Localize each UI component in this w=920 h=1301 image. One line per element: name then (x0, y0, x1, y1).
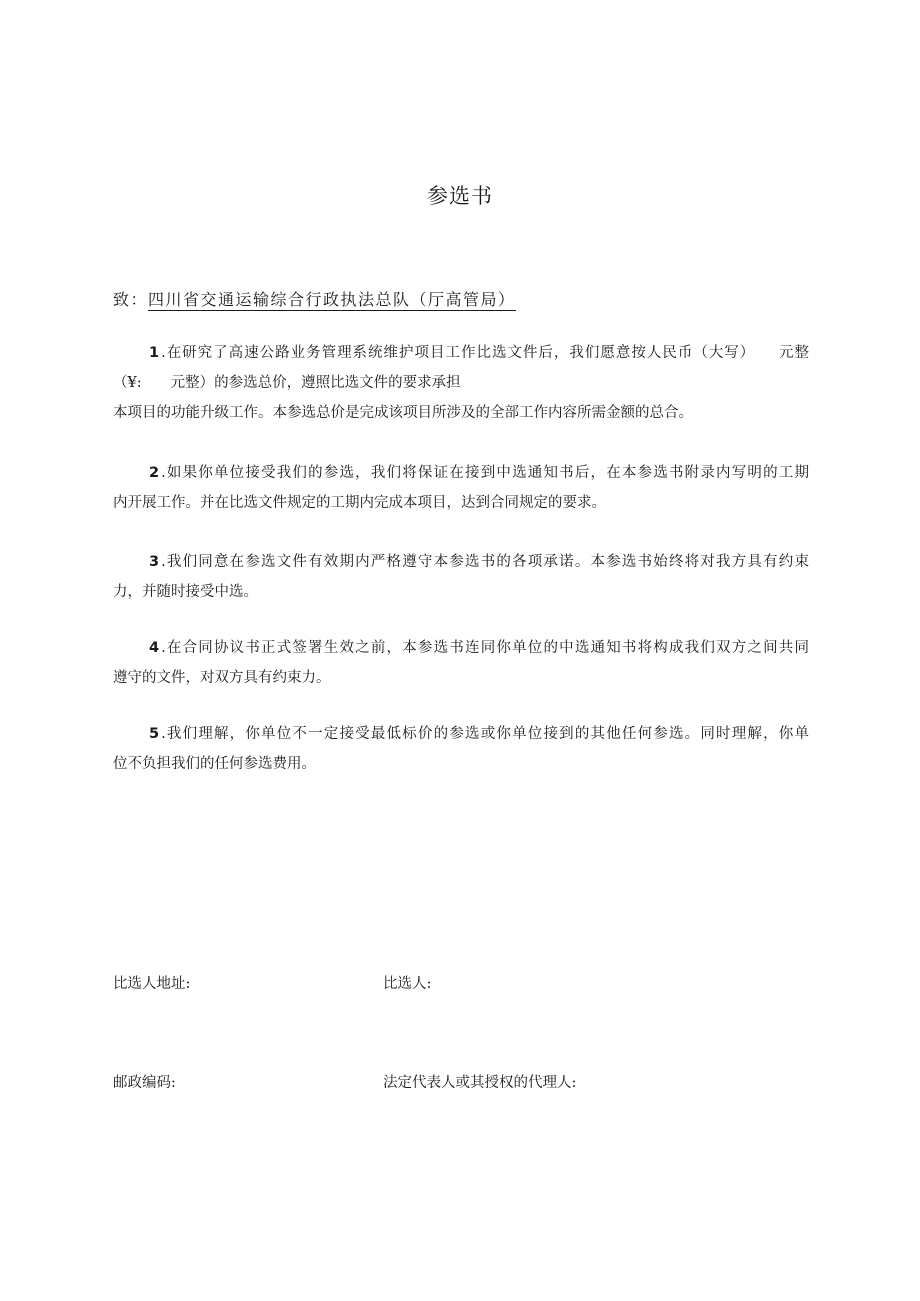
paragraph-5-line-1 (113, 719, 809, 749)
addressee-prefix: 致： (113, 290, 149, 309)
paragraph-1-line-3: 本项目的功能升级工作。本参选总价是完成该项目所涉及的全部工作内容所需金额的总合。 (113, 405, 693, 421)
paragraph-text: .在研究了高速公路业务管理系统维护项目工作比选文件后，我们愿意按人民币（大写） 元整 (161, 345, 809, 361)
paragraph-number: 2 (149, 465, 160, 481)
paragraph-text: .如果你单位接受我们的参选，我们将保证在接到中选通知书后，在本参选书附录内写明的工期 (161, 465, 809, 481)
paragraph-number: 5 (149, 726, 160, 742)
paragraph-4-line-2: 遵守的文件，对双方具有约束力。 (113, 670, 331, 686)
addressee-organization: 四川省交通运输综合行政执法总队（厅高管局） (148, 290, 516, 309)
bidder-label: 比选人: (383, 976, 432, 992)
paragraph-text: .在合同协议书正式签署生效之前，本参选书连同你单位的中选通知书将构成我们双方之间共同 (161, 640, 809, 656)
paragraph-2-line-2: 内开展工作。并在比选文件规定的工期内完成本项目，达到合同规定的要求。 (113, 495, 606, 511)
paragraph-text: .我们理解，你单位不一定接受最低标价的参选或你单位接到的其他任何参选。同时理解，你单 (161, 726, 809, 742)
postal-code-label: 邮政编码: (113, 1075, 176, 1091)
paragraph-number: 1 (149, 345, 160, 361)
document-title: 参选书 (427, 184, 493, 208)
paragraph-text: .我们同意在参选文件有效期内严格遵守本参选书的各项承诺。本参选书始终将对我方具有约束 (161, 554, 809, 570)
paragraph-1-line-2: （¥: 元整）的参选总价，遵照比选文件的要求承担 (113, 375, 461, 391)
paragraph-2-line-1 (113, 458, 809, 488)
paragraph-4 (113, 633, 809, 693)
paragraph-3 (113, 547, 809, 607)
paragraph-4-line-1 (113, 633, 809, 663)
bidder-address-label: 比选人地址: (113, 976, 191, 992)
addressee-line (113, 287, 516, 310)
paragraph-5-line-2: 位不负担我们的任何参选费用。 (113, 756, 316, 772)
paragraph-2 (113, 458, 809, 518)
legal-representative-label: 法定代表人或其授权的代理人: (383, 1075, 577, 1091)
paragraph-number: 4 (149, 640, 160, 656)
paragraph-3-line-2: 力，并随时接受中选。 (113, 584, 258, 600)
paragraph-1-line-1 (113, 338, 809, 368)
paragraph-1 (113, 338, 809, 428)
paragraph-3-line-1 (113, 547, 809, 577)
paragraph-5 (113, 719, 809, 779)
paragraph-number: 3 (149, 554, 160, 570)
